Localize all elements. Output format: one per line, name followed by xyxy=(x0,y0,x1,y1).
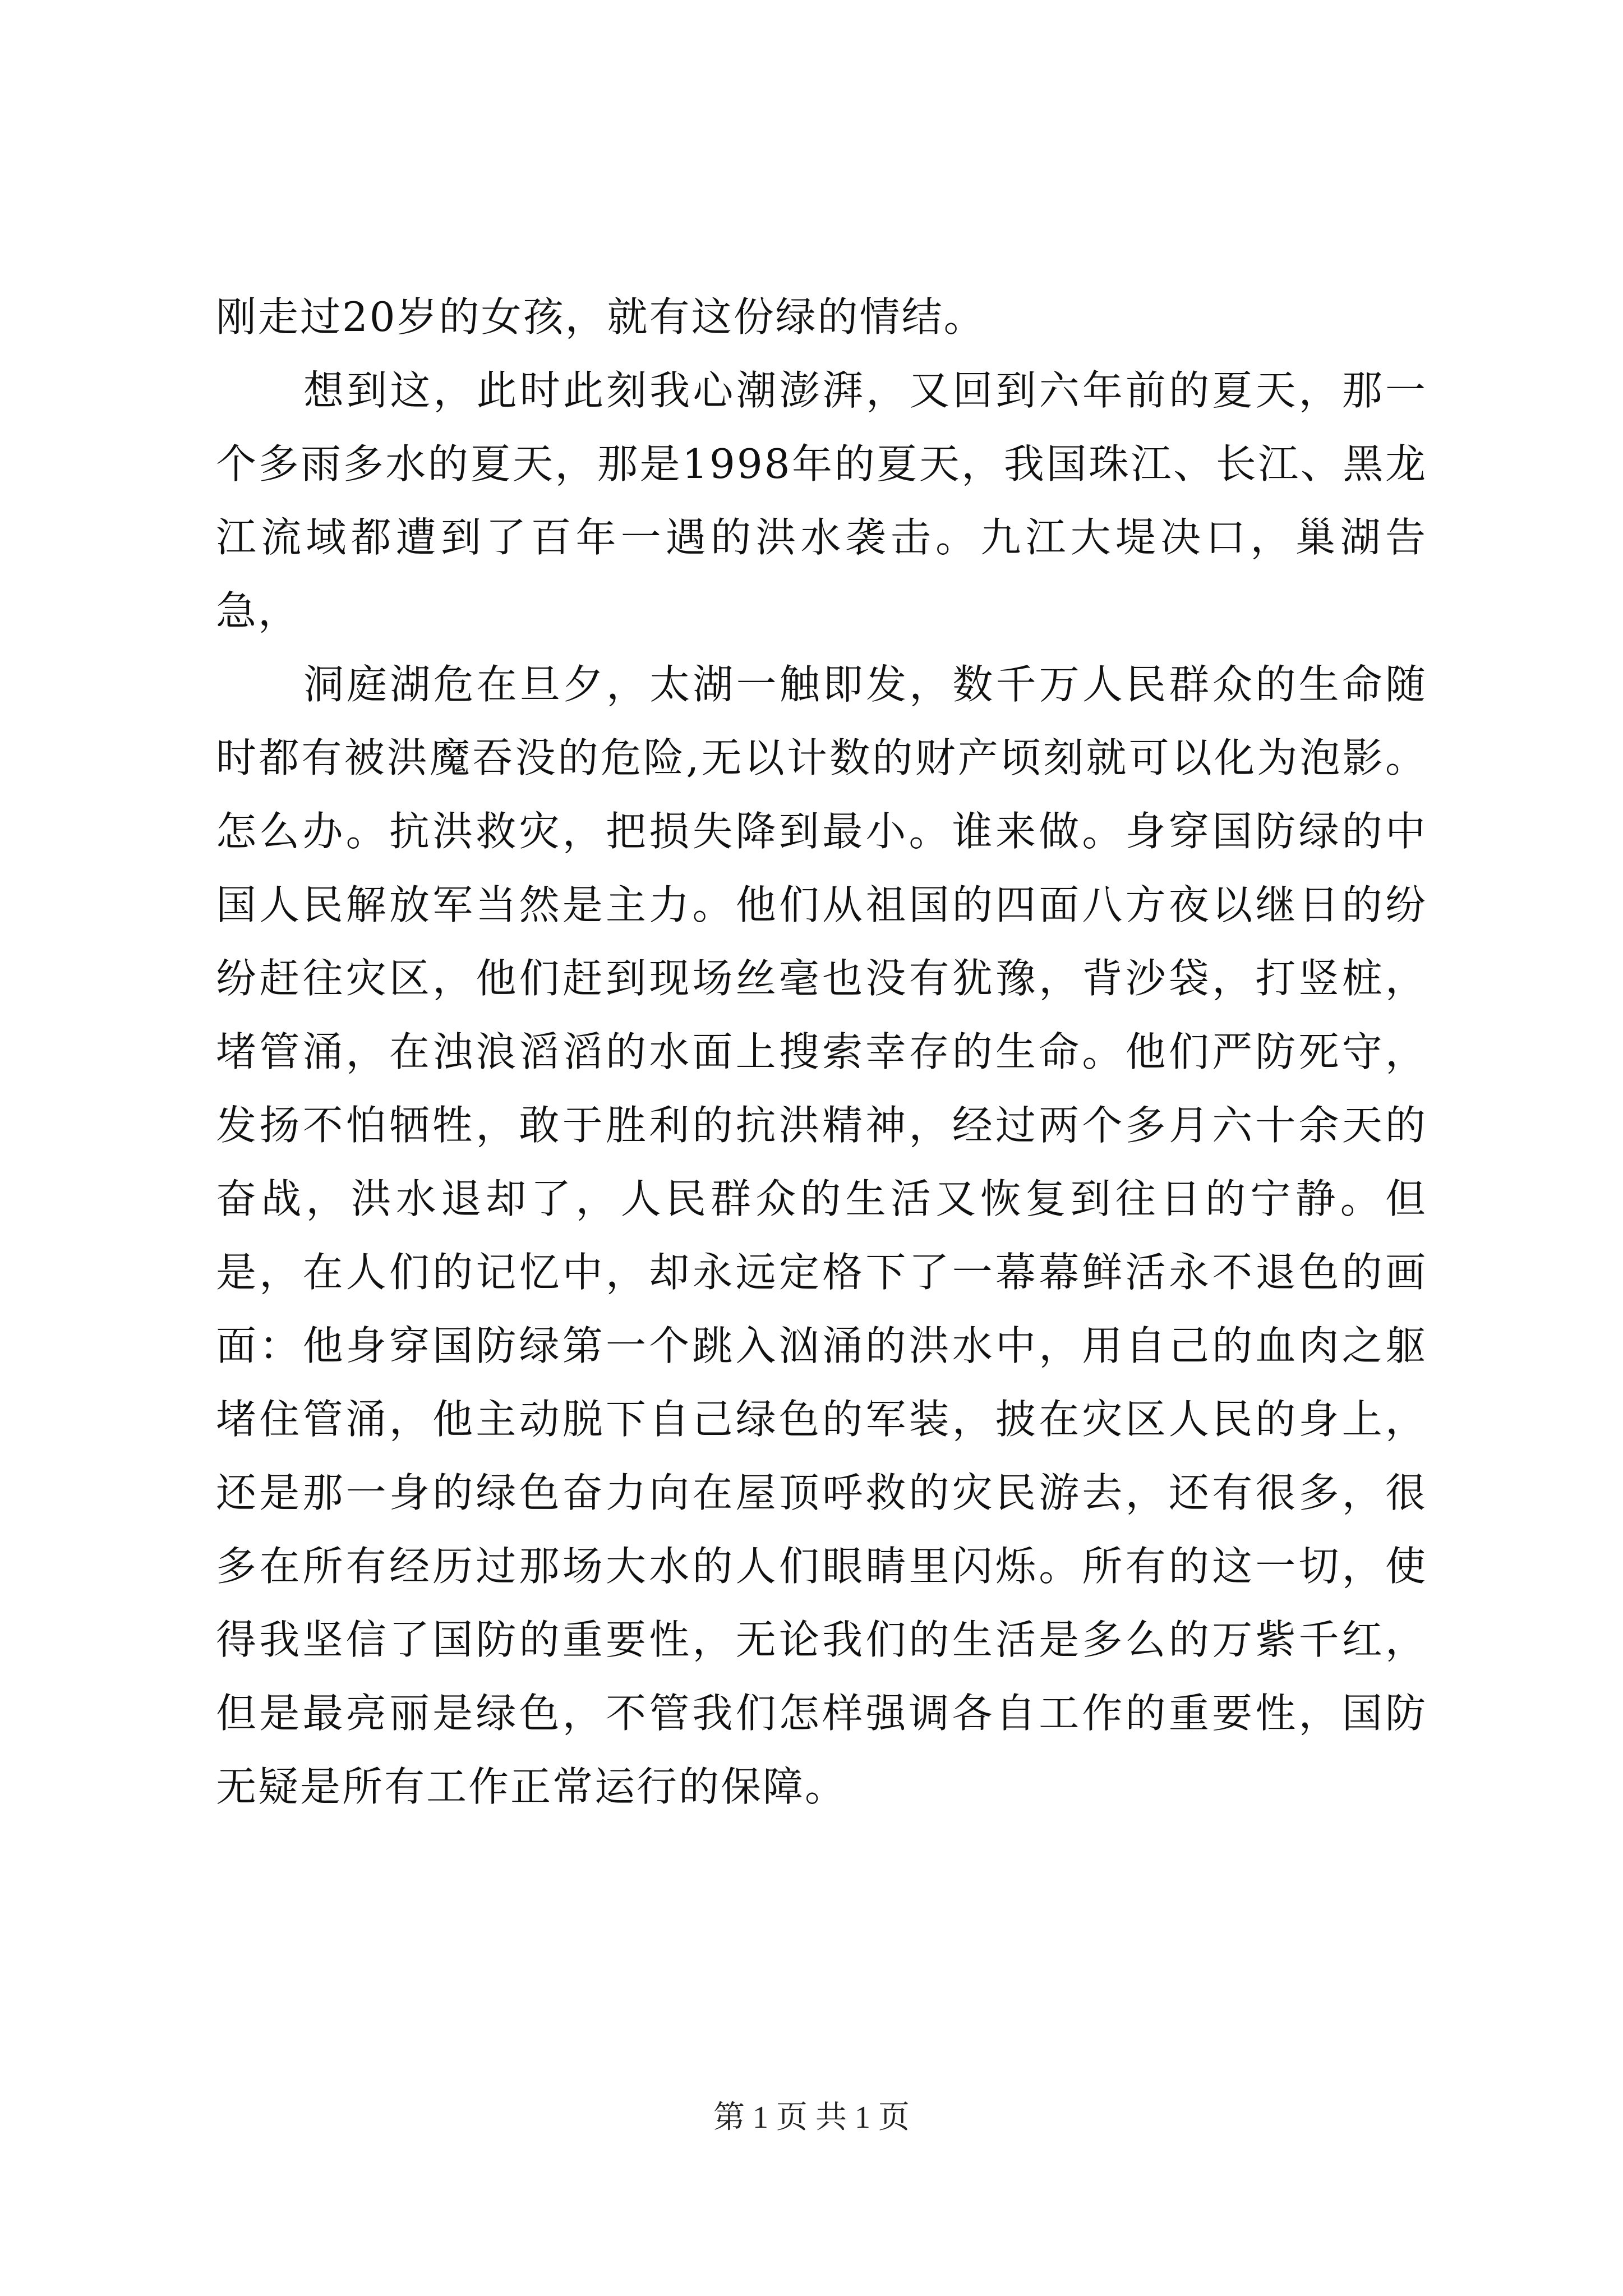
page-footer: 第 1 页 共 1 页 xyxy=(713,2100,910,2135)
paragraph-2: 想到这，此时此刻我心潮澎湃，又回到六年前的夏天，那一个多雨多水的夏天，那是1998年的夏天，我国珠江、长江、黑龙江流域都遭到了百年一遇的洪水袭击。九江大堤决口，巢湖告急， xyxy=(216,367,1427,634)
paragraph-1: 刚走过20岁的女孩，就有这份绿的情结。 xyxy=(216,293,986,341)
paragraph-3: 洞庭湖危在旦夕，太湖一触即发，数千万人民群众的生命随时都有被洪魔吞没的危险,无以计数的财产顷刻就可以化为泡影。怎么办。抗洪救灾，把损失降到最小。谁来做。身穿国防绿的中国人民解放军当然是主力。他们从祖国的四面八方夜以继日的纷纷赶往灾区，他们赶到现场丝毫也没有犹豫，背沙袋，打竖桩，堵管涌，在浊浪滔滔的水面上搜索幸存的生命。他们严防死守，发扬不怕牺牲，敢于胜利的抗洪精神，经过两个多月六十余天的奋战，洪水退却了，人民群众的生活又恢复到往日的宁静。但是，在人们的记忆中，却永远定格下了一幕幕鲜活永不退色的画面：他身穿国防绿第一个跳入汹涌的洪水中，用自己的血肉之躯堵住管涌，他主动脱下自己绿色的军装，披在灾区人民的身上，还是那一身的绿色奋力向在屋顶呼救的灾民游去，还有很多，很多在所有经历过那场大水的人们眼睛里闪烁。所有的这一切，使得我坚信了国防的重要性，无论我们的生活是多么的万紫千红，但是最亮丽是绿色，不管我们怎样强调各自工作的重要性，国防无疑是所有工作正常运行的保障。 xyxy=(216,661,1427,1810)
document-body xyxy=(216,280,1427,1824)
